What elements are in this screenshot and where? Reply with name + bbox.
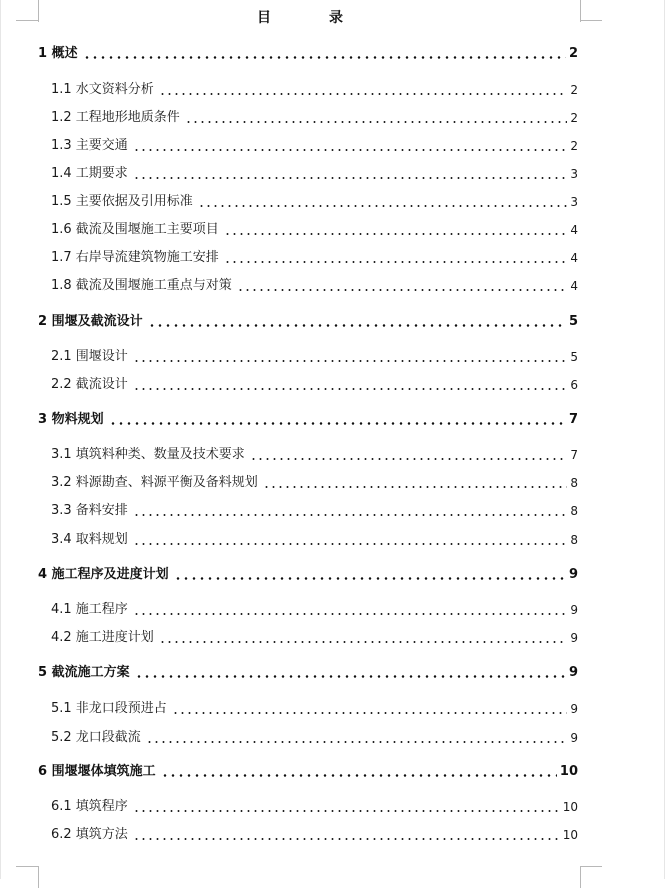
toc-page-number: 2 xyxy=(568,46,578,61)
toc-section-entry[interactable] xyxy=(38,445,578,465)
toc-entry-label: 5.2 龙口段截流 xyxy=(51,730,141,745)
toc-entry-label: 3.2 料源勘查、料源平衡及备料规划 xyxy=(51,475,258,490)
toc-dot-leader xyxy=(133,360,568,362)
toc-entry-label: 6.2 填筑方法 xyxy=(51,827,128,842)
toc-dot-leader xyxy=(224,261,568,263)
toc-entry-label: 1.5 主要依据及引用标准 xyxy=(51,194,193,209)
crop-mark-bottom-left-h xyxy=(16,866,38,867)
toc-section-entry[interactable] xyxy=(38,797,578,817)
toc-section-entry[interactable] xyxy=(38,108,578,128)
toc-page-number: 2 xyxy=(570,111,578,125)
toc-page-number: 9 xyxy=(570,731,578,745)
toc-entry-label: 1.8 截流及围堰施工重点与对策 xyxy=(51,278,232,293)
toc-chapter-entry[interactable] xyxy=(38,410,578,430)
toc-dot-leader xyxy=(172,712,568,714)
toc-section-entry[interactable] xyxy=(38,530,578,550)
toc-dot-leader xyxy=(185,121,568,123)
toc-dot-leader xyxy=(159,641,568,643)
toc-dot-leader xyxy=(148,324,566,327)
toc-chapter-entry[interactable] xyxy=(38,312,578,332)
toc-chapter-entry[interactable] xyxy=(38,663,578,683)
toc-dot-leader xyxy=(224,233,568,235)
toc-entry-label: 6 围堰堰体填筑施工 xyxy=(38,764,156,779)
toc-dot-leader xyxy=(133,810,560,812)
toc-page-number: 5 xyxy=(568,314,578,329)
toc-entry-label: 2.1 围堰设计 xyxy=(51,349,128,364)
toc-entry-label: 1.3 主要交通 xyxy=(51,138,128,153)
toc-section-entry[interactable] xyxy=(38,347,578,367)
toc-entry-label: 3.3 备料安排 xyxy=(51,503,128,518)
toc-page-number: 10 xyxy=(562,828,578,842)
toc-section-entry[interactable] xyxy=(38,80,578,100)
toc-dot-leader xyxy=(133,177,568,179)
toc-dot-leader xyxy=(83,56,566,59)
toc-page-number: 2 xyxy=(570,139,578,153)
toc-dot-leader xyxy=(133,613,568,615)
toc-entry-label: 1.1 水文资料分析 xyxy=(51,82,154,97)
toc-entry-label: 1.4 工期要求 xyxy=(51,166,128,181)
toc-entry-label: 4.2 施工进度计划 xyxy=(51,630,154,645)
toc-section-entry[interactable] xyxy=(38,164,578,184)
toc-dot-leader xyxy=(159,93,568,95)
toc-section-entry[interactable] xyxy=(38,220,578,240)
toc-entry-label: 3 物料规划 xyxy=(38,412,104,427)
toc-dot-leader xyxy=(133,838,560,840)
toc-dot-leader xyxy=(237,289,568,291)
toc-entry-label: 1.6 截流及围堰施工主要项目 xyxy=(51,222,219,237)
toc-page-number: 3 xyxy=(570,195,578,209)
toc-page-number: 8 xyxy=(570,533,578,547)
toc-dot-leader xyxy=(161,774,557,777)
toc-entry-label: 6.1 填筑程序 xyxy=(51,799,128,814)
toc-entry-label: 3.4 取料规划 xyxy=(51,532,128,547)
crop-mark-bottom-right-v xyxy=(580,866,581,888)
toc-page-number: 7 xyxy=(570,448,578,462)
toc-chapter-entry[interactable] xyxy=(38,762,578,782)
toc-page-number: 8 xyxy=(570,476,578,490)
toc-entry-label: 3.1 填筑料种类、数量及技术要求 xyxy=(51,447,245,462)
toc-page-number: 5 xyxy=(570,350,578,364)
toc-page-number: 9 xyxy=(570,702,578,716)
toc-section-entry[interactable] xyxy=(38,192,578,212)
toc-section-entry[interactable] xyxy=(38,473,578,493)
toc-dot-leader xyxy=(263,486,568,488)
toc-entry-label: 5.1 非龙口段预进占 xyxy=(51,701,167,716)
toc-section-entry[interactable] xyxy=(38,600,578,620)
toc-section-entry[interactable] xyxy=(38,728,578,748)
toc-page-number: 3 xyxy=(570,167,578,181)
toc-page-number: 4 xyxy=(570,279,578,293)
toc-page-number: 7 xyxy=(568,412,578,427)
toc-section-entry[interactable] xyxy=(38,375,578,395)
toc-dot-leader xyxy=(174,577,566,580)
table-of-contents xyxy=(38,0,578,879)
toc-dot-leader xyxy=(133,149,568,151)
crop-mark-bottom-right-h xyxy=(580,866,602,867)
toc-entry-label: 4 施工程序及进度计划 xyxy=(38,567,169,582)
toc-page-number: 9 xyxy=(568,665,578,680)
toc-page-number: 4 xyxy=(570,223,578,237)
toc-entry-label: 4.1 施工程序 xyxy=(51,602,128,617)
toc-page-number: 9 xyxy=(570,631,578,645)
toc-page-number: 4 xyxy=(570,251,578,265)
toc-section-entry[interactable] xyxy=(38,699,578,719)
toc-dot-leader xyxy=(133,514,568,516)
toc-entry-label: 5 截流施工方案 xyxy=(38,665,130,680)
toc-entry-label: 2 围堰及截流设计 xyxy=(38,314,143,329)
toc-section-entry[interactable] xyxy=(38,628,578,648)
toc-page-number: 10 xyxy=(562,800,578,814)
toc-page-number: 8 xyxy=(570,504,578,518)
toc-dot-leader xyxy=(198,205,568,207)
toc-entry-label: 1.2 工程地形地质条件 xyxy=(51,110,180,125)
toc-page-number: 9 xyxy=(568,567,578,582)
toc-title: 目 录 xyxy=(257,10,365,26)
toc-entry-label: 2.2 截流设计 xyxy=(51,377,128,392)
toc-page-number: 6 xyxy=(570,378,578,392)
toc-dot-leader xyxy=(109,422,566,425)
toc-entry-label: 1 概述 xyxy=(38,46,78,61)
toc-section-entry[interactable] xyxy=(38,501,578,521)
toc-section-entry[interactable] xyxy=(38,276,578,296)
toc-section-entry[interactable] xyxy=(38,825,578,845)
toc-dot-leader xyxy=(250,458,568,460)
toc-chapter-entry[interactable] xyxy=(38,565,578,585)
toc-section-entry[interactable] xyxy=(38,248,578,268)
toc-page-number: 10 xyxy=(559,764,578,779)
toc-page-number: 9 xyxy=(570,603,578,617)
toc-entry-label: 1.7 右岸导流建筑物施工安排 xyxy=(51,250,219,265)
page-edge-left xyxy=(0,0,1,879)
toc-page-number: 2 xyxy=(570,83,578,97)
toc-chapter-entry[interactable] xyxy=(38,44,578,64)
toc-dot-leader xyxy=(135,675,566,678)
toc-dot-leader xyxy=(133,388,568,390)
toc-section-entry[interactable] xyxy=(38,136,578,156)
toc-dot-leader xyxy=(146,741,568,743)
toc-dot-leader xyxy=(133,543,568,545)
